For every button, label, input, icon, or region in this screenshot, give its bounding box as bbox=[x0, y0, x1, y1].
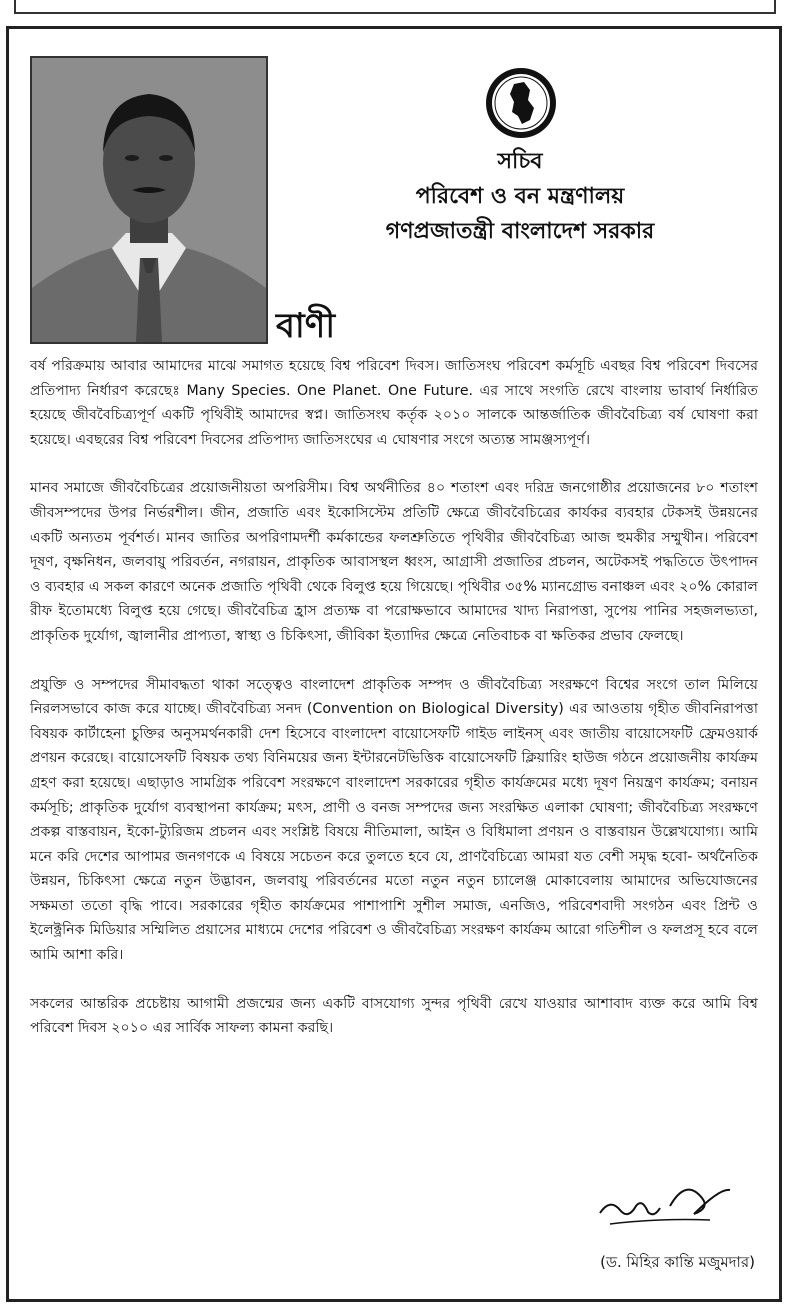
message-heading: বাণী bbox=[276, 306, 336, 346]
paragraph: প্রযুক্তি ও সম্পদের সীমাবদ্ধতা থাকা সত্ত্বেও বাংলাদেশ প্রাকৃতিক সম্পদ ও জীববৈচিত্র্য সংরক্ষণে বিশ্বের সংগে তাল মিলিয়ে নিরলসভাবে কাজ করে যাচ্ছে। জীববৈচিত্র্য সনদ (Convention on Biological Diversity) এর আওতায় গৃহীত জীবনিরাপত্তা বিষয়ক কার্টাহেনা চুক্তির অনুসমর্থনকারী দেশ হিসেবে বাংলাদেশ বায়োসেফটি গাইড লাইনস্ এবং জাতীয় বায়োসেফটি ফ্রেমওয়ার্ক প্রণয়ন করেছে। বায়োসেফটি বিষয়ক তথ্য বিনিময়ের জন্য ইন্টারনেটভিত্তিক বায়োসেফটি ক্লিয়ারিং হাউজ গঠনে প্রয়োজনীয় কার্যক্রম গ্রহণ করা হয়েছে। এছাড়াও সামগ্রিক পরিবেশ সংরক্ষণে বাংলাদেশ সরকারের গৃহীত কার্যক্রমের মধ্যে দূষণ নিয়ন্ত্রণ কার্যক্রম; বনায়ন কর্মসূচি; প্রাকৃতিক দুর্যোগ ব্যবস্থাপনা কার্যক্রম; মৎস, প্রাণী ও বনজ সম্পদের জন্য সংরক্ষিত এলাকা ঘোষণা; জীববৈচিত্র্য সংরক্ষণে প্রকল্প বাস্তবায়ন, ইকো-ট্যুরিজম প্রচলন এবং সংশ্লিষ্ট বিষয়ে নীতিমালা, আইন ও বিধিমালা প্রণয়ন ও বাস্তবায়ন উল্লেখযোগ্য। আমি মনে করি দেশের আপামর জনগণকে এ বিষয়ে সচেতন করে তুলতে হবে যে, প্রাণবৈচিত্র্যে আমরা যত বেশী সমৃদ্ধ হবো- অর্থনৈতিক উন্নয়ন, চিকিৎসা ক্ষেত্রে নতুন উদ্ভাবন, জলবায়ু পরিবর্তনের মতো নতুন নতুন চ্যালেঞ্জ মোকাবেলায় আমাদের অভিযোজনের সক্ষমতা ততো বৃদ্ধি পাবে। সরকারের গৃহীত কার্যক্রমের পাশাপাশি সুশীল সমাজ, এনজিও, পরিবেশবাদী সংগঠন এবং প্রিন্ট ও ইলেক্ট্রনিক মিডিয়ার সম্মিলিত প্রয়াসের মাধ্যমে দেশের পরিবেশ ও জীববৈচিত্র্য সংরক্ষণ কার্যক্রম আরো গতিশীল ও ফলপ্রসূ হবে বলে আমি আশা করি। bbox=[30, 676, 758, 964]
designation: সচিব bbox=[497, 149, 543, 174]
ministry-name: পরিবেশ ও বন মন্ত্রণালয় bbox=[415, 184, 625, 209]
official-portrait bbox=[30, 56, 268, 344]
government-seal-icon bbox=[484, 66, 558, 140]
title-block bbox=[300, 144, 740, 249]
government-name: গণপ্রজাতন্ত্রী বাংলাদেশ সরকার bbox=[385, 219, 655, 244]
paragraph: সকলের আন্তরিক প্রচেষ্টায় আগামী প্রজন্মের জন্য একটি বাসযোগ্য সুন্দর পৃথিবী রেখে যাওয়ার আশাবাদ ব্যক্ত করে আমি বিশ্ব পরিবেশ দিবস ২০১০ এর সার্বিক সাফল্য কামনা করছি। bbox=[30, 995, 758, 1037]
signature bbox=[590, 1168, 750, 1238]
paragraph: মানব সমাজে জীববৈচিত্রের প্রয়োজনীয়তা অপরিসীম। বিশ্ব অর্থনীতির ৪০ শতাংশ এবং দরিদ্র জনগোষ্ঠীর প্রয়োজনের ৮০ শতাংশ জীবসম্পদের উপর নির্ভরশীল। জীন, প্রজাতি এবং ইকোসিস্টেম প্রতিটি ক্ষেত্রে জীববৈচিত্রের কার্যকর ব্যবহার টেকসই উন্নয়নের একটি অন্যতম পূর্বশর্ত। মানব জাতির অপরিণামদর্শী কর্মকান্ডের ফলশ্রুতিতে পৃথিবীর জীববৈচিত্র্য আজ হুমকীর সম্মুখীন। পরিবেশ দূষণ, বৃক্ষনিধন, জলবায়ু পরিবর্তন, নগরায়ন, প্রাকৃতিক আবাসস্থল ধ্বংস, আগ্রাসী প্রজাতির প্রচলন, অটেকসই পদ্ধতিতে উৎপাদন ও ব্যবহার এ সকল কারণে অনেক প্রজাতি পৃথিবী থেকে বিলুপ্ত হয়ে গিয়েছে। পৃথিবীর ৩৫% ম্যানগ্রোভ বনাঞ্চল এবং ২০% কোরাল রীফ ইতোমধ্যে বিলুপ্ত হয়ে গেছে। জীববৈচিত্র হ্রাস প্রত্যক্ষ বা পরোক্ষভাবে আমাদের খাদ্য নিরাপত্তা, সুপেয় পানির সহজলভ্যতা, প্রাকৃতিক দুর্যোগ, জ্বালানীর প্রাপ্যতা, স্বাস্থ্য ও চিকিৎসা, জীবিকা ইত্যাদির ক্ষেত্রে নেতিবাচক বা ক্ষতিকর প্রভাব ফেলছে। bbox=[30, 480, 758, 644]
top-rule bbox=[14, 0, 776, 14]
paragraph: বর্ষ পরিক্রমায় আবার আমাদের মাঝে সমাগত হয়েছে বিশ্ব পরিবেশ দিবস। জাতিসংঘ পরিবেশ কর্মসূচি এবছর বিশ্ব পরিবেশ দিবসের প্রতিপাদ্য নির্ধারণ করেছেঃ Many Species. One Planet. One Future. এর সাথে সংগতি রেখে বাংলায় ভাবার্থ নির্ধারিত হয়েছে জীববৈচিত্র্যপূর্ণ একটি পৃথিবীই আমাদের স্বপ্ন। জাতিসংঘ কর্তৃক ২০১০ সালকে আন্তর্জাতিক জীববৈচিত্র্য বর্ষ ঘোষণা করা হয়েছে। এবছরের বিশ্ব পরিবেশ দিবসের প্রতিপাদ্য জাতিসংঘের এ ঘোষণার সংগে অত্যন্ত সামঞ্জস্যপূর্ণ। bbox=[30, 358, 758, 448]
signer-name: (ড. মিহির কান্তি মজুমদার) bbox=[600, 1253, 755, 1271]
message-body bbox=[30, 354, 758, 1065]
